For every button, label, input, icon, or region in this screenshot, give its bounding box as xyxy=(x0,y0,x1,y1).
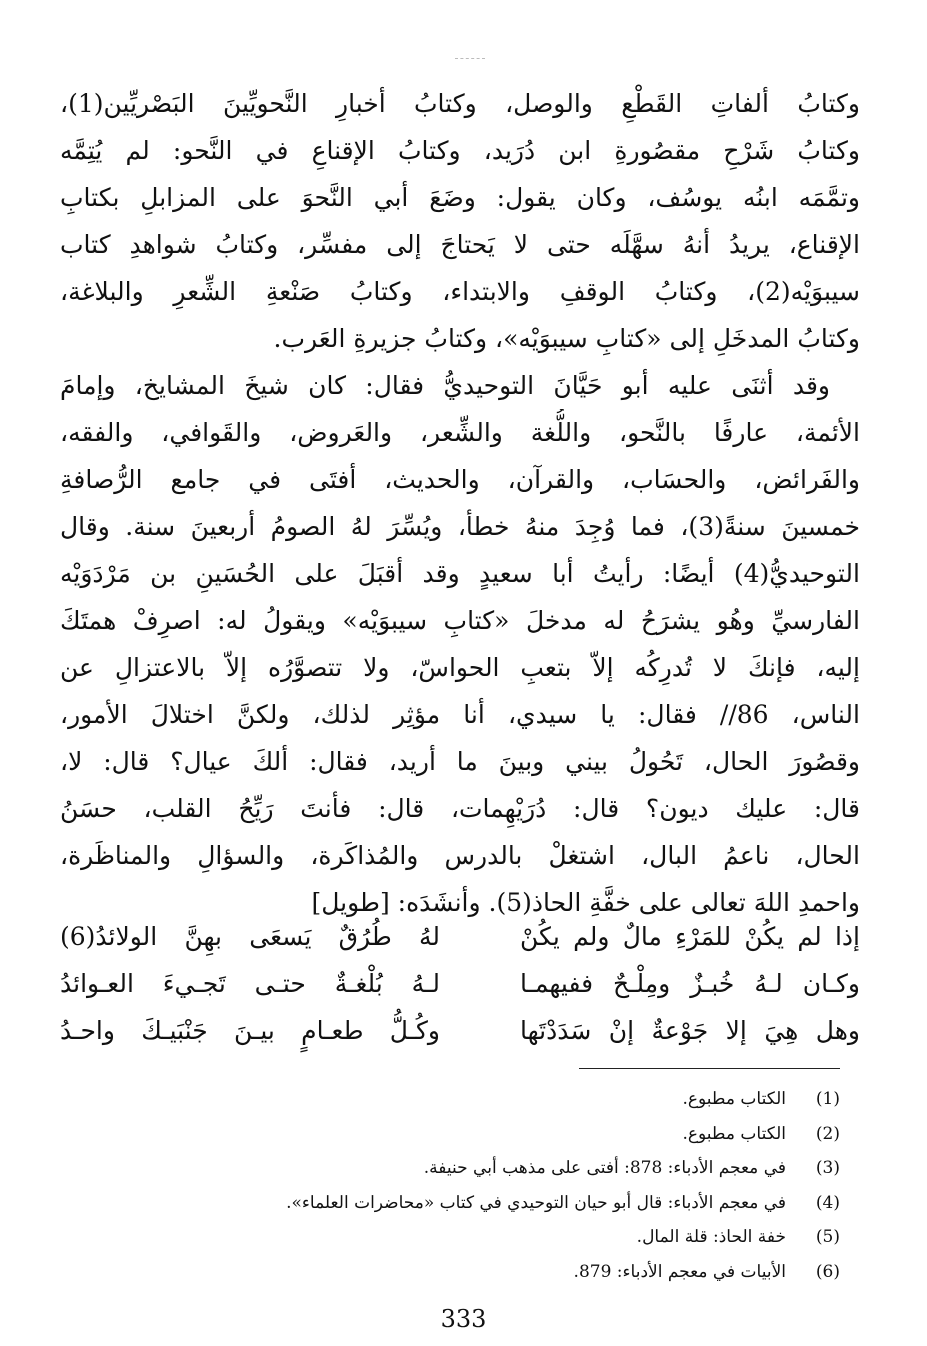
text-line: واحمدِ اللهَ تعالى على خفَّةِ الحاذ(5). وأنشَدَه: [طويل] xyxy=(311,888,860,917)
paragraph-2 xyxy=(60,362,860,926)
text-line: قال: عليك ديون؟ قال: دُرَيْهِمات، قال: فأنتَ رَيِّحُ القلب، حسَنُ xyxy=(60,794,860,823)
footnote xyxy=(100,1220,840,1255)
footnote-number: (6) xyxy=(815,1261,840,1282)
footnote-number: (4) xyxy=(815,1192,840,1213)
text-line: سيبوَيْه(2)، وكتابُ الوقفِ والابتداء، وكتابُ صَنْعةِ الشِّعرِ والبلاغة، xyxy=(60,277,860,306)
verse-first-hemistich: وكـان لـهُ خُبـزٌ ومِلْـحٌ ففيهمـا xyxy=(520,969,860,998)
footnote-text: في معجم الأدباء: قال أبو حيان التوحيدي في كتاب «محاضرات العلماء». xyxy=(286,1192,786,1213)
verse-second-hemistich: وكُـلُّ طعـامٍ بيـنَ جَنْبَيـكَ واحـدُ xyxy=(60,1016,440,1045)
text-line: وقصُورَ الحال، تَحُولُ بيني وبينَ ما أريد، فقال: ألكَ عيال؟ قال: لا، xyxy=(60,747,860,776)
text-line: خمسينَ سنةً(3)، فما وُجِدَ منهُ خطأ، ويُسِّرَ لهُ الصومُ أربعينَ سنة. وقال xyxy=(60,512,860,541)
text-line: التوحيديُّ(4) أيضًا: رأيتُ أبا سعيدٍ وقد أقبَلَ على الحُسَينِ بن مَرْدَوَيْه xyxy=(60,559,860,588)
text-line: والفَرائض، والحسَاب، والقرآن، والحديث، أفتَى في جامع الرُّصافةِ xyxy=(60,465,860,494)
text-line: وكتابُ ألفاتِ القَطْعِ والوصل، وكتابُ أخبارِ النَّحويِّينَ البَصْريِّين(1)، xyxy=(60,89,860,118)
text-line: وكتابُ المدخَلِ إلى «كتابِ سيبوَيْه»، وكتابُ جزيرةِ العَرب. xyxy=(273,324,860,353)
text-line: إليه، فإنكَ لا تُدرِكُه إلاّ بتعبِ الحواسّ، ولا تتصوَّرُه إلاّ بالاعتزالِ عن xyxy=(60,653,860,682)
footnote xyxy=(100,1082,840,1117)
footnote-separator xyxy=(579,1068,840,1069)
poem xyxy=(60,913,860,1054)
footnote-text: الكتاب مطبوع. xyxy=(682,1089,786,1109)
main-text xyxy=(60,80,860,926)
paragraph-1 xyxy=(60,80,860,362)
verse-first-hemistich: وهل هِيَ إلا جَوْعةٌ إنْ سَدَدْتَها xyxy=(520,1016,860,1045)
footnote-number: (2) xyxy=(815,1123,840,1144)
poem-verse xyxy=(60,1007,860,1054)
text-line: الإقناع، يريدُ أنهُ سهَّلَه حتى لا يَحتاجَ إلى مفسِّر، وكتابُ شواهدِ كتاب xyxy=(60,230,860,259)
poem-verse xyxy=(60,913,860,960)
footnote-text: خفة الحاذ: قلة المال. xyxy=(636,1227,786,1247)
footnote-text: الأبيات في معجم الأدباء: 879. xyxy=(573,1261,786,1282)
text-line: الناس، 86// فقال: يا سيدي، أنا مؤثِر لذلك، ولكنَّ اختلالَ الأمور، xyxy=(60,700,860,729)
page-number: 333 xyxy=(440,1305,487,1333)
text-line: وتمَّمَه ابنُه يوسُف، وكان يقول: وضَعَ أبي النَّحوَ على المزابلِ بكتابِ xyxy=(60,183,860,212)
verse-second-hemistich: لهُ طُرُقٌ يَسعَى بهِنَّ الولائدُ(6) xyxy=(60,922,440,951)
footnote-text: الكتاب مطبوع. xyxy=(682,1123,786,1144)
footnote xyxy=(100,1117,840,1152)
text-line: وقد أثنَى عليه أبو حَيَّانَ التوحيديُّ فقال: كان شيخَ المشايخ، وإمامَ xyxy=(60,371,830,400)
footnote-number: (1) xyxy=(815,1089,840,1109)
footnote xyxy=(100,1151,840,1186)
verse-second-hemistich: لـهُ بُلْغـةٌ حتـى تَجـيءَ العـوائدُ xyxy=(60,969,440,998)
footnote-number: (5) xyxy=(815,1227,840,1247)
footnotes xyxy=(100,1082,840,1289)
footnote-number: (3) xyxy=(815,1158,840,1178)
text-line: الفارسيِّ وهُو يشرَحُ له مدخلَ «كتابِ سيبوَيْه» ويقولُ له: اصرِفْ همتَكَ xyxy=(60,606,860,635)
footnote-text: في معجم الأدباء: 878: أفتى على مذهب أبي حنيفة. xyxy=(423,1158,786,1178)
footnote xyxy=(100,1186,840,1221)
text-line: وكتابُ شَرْحِ مقصُورةِ ابن دُرَيد، وكتابُ الإقناعِ في النَّحو: لم يُتِمَّه xyxy=(60,136,860,165)
verse-first-hemistich: إذا لم يكُنْ للمَرْءِ مالٌ ولم يكُنْ xyxy=(520,922,860,951)
top-scan-mark xyxy=(455,58,485,59)
poem-verse xyxy=(60,960,860,1007)
text-line: الأئمة، عارفًا بالنَّحو، واللُّغة والشِّعر، والعَروض، والقَوافي، والفقه، xyxy=(60,418,860,447)
text-line: الحال، ناعمُ البال، اشتغلْ بالدرس والمُذاكَرة، والسؤالِ والمناظَرة، xyxy=(60,841,860,870)
footnote xyxy=(100,1255,840,1290)
